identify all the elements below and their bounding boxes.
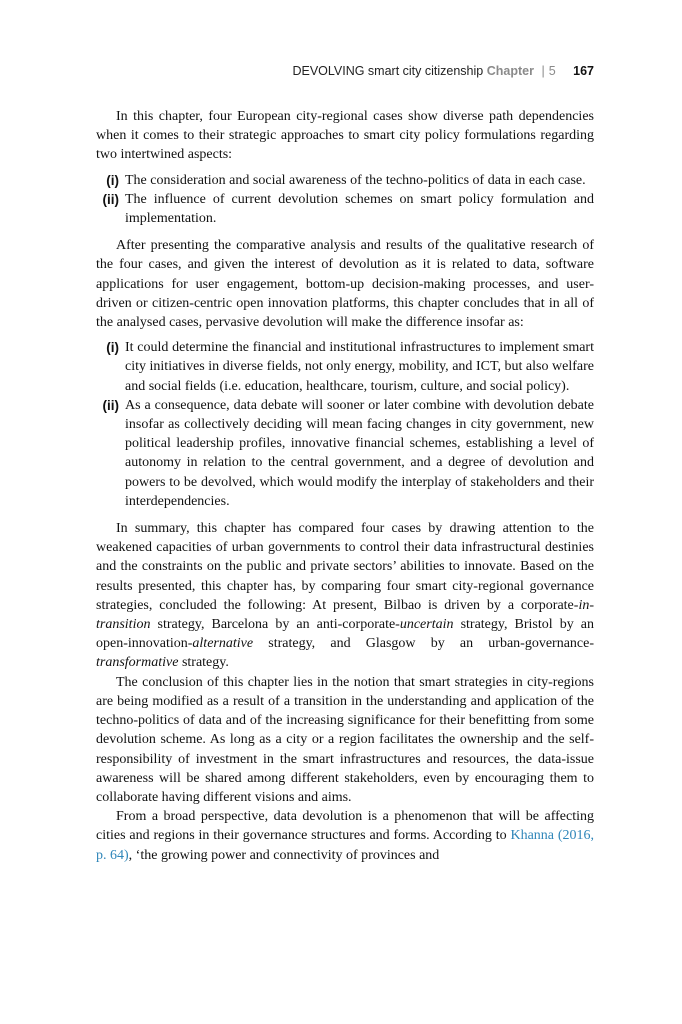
- list-marker: (i): [106, 172, 119, 188]
- emphasis-alternative: alternative: [192, 636, 254, 652]
- paragraph-analysis: After presenting the comparative analysis and results of the qualitative research of the four cases, and given the interest of devolution as it is related to data, software applications for user engagement, bottom-up decision-making processes, and user-driven or citizen-centric open innovation platforms, this chapter concludes that in all of the analysed cases, pervasive devolution will make the difference insofar as:: [96, 238, 594, 331]
- list-item-text: The influence of current devolution schemes on smart policy formulation and implementation.: [125, 191, 594, 227]
- citation-link-khanna[interactable]: Khanna (2016, p. 64): [96, 828, 595, 863]
- list-item-text: The consideration and social awareness of the techno-politics of data in each case.: [125, 172, 586, 188]
- list-item: [96, 190, 594, 228]
- chapter-label: Chapter: [486, 64, 534, 78]
- paragraph-perspective: From a broad perspective, data devolution is a phenomenon that will be affecting cities and regions in their governance structures and forms. According to Khanna (2016, p. 64), ‘the growing power and connectivity of provinces and: [96, 809, 595, 863]
- aspects-list: [96, 171, 594, 229]
- chapter-number: 5: [548, 64, 556, 78]
- list-item: [96, 171, 594, 190]
- list-marker: (i): [106, 340, 119, 356]
- header-separator: |: [541, 64, 545, 78]
- page-number: 167: [573, 64, 594, 78]
- emphasis-uncertain: uncertain: [399, 617, 454, 633]
- devolution-list: [96, 338, 594, 511]
- list-marker: (ii): [102, 191, 119, 207]
- list-item-text: It could determine the financial and institutional infrastructures to implement smart city initiatives in diverse fields, not only energy, mobility, and ICT, but also welfare and social fields (i.e. education, healthcare, tourism, culture, and social policy).: [125, 340, 594, 394]
- paragraph-intro: In this chapter, four European city-regional cases show diverse path dependencies when it comes to their strategic approaches to smart city policy formulations regarding two intertwined aspects:: [96, 109, 594, 163]
- list-item-text: As a consequence, data debate will sooner or later combine with devolution debate insofar as collectively deciding will mean facing changes in city government, new political leadership profiles, innovative financial schemes, establishing a level of autonomy in relation to the central government, and a degree of devolution and powers to be devolved, which would modify the interplay of stakeholders and their interdependencies.: [125, 397, 594, 509]
- list-marker: (ii): [102, 397, 119, 413]
- body-text: [96, 107, 594, 865]
- paragraph-summary: In summary, this chapter has compared four cases by drawing attention to the weakened capacities of urban governments to control their data infrastructural destinies and the constraints on the public and private sectors’ abilities to innovate. Based on the results presented, this chapter has, by comparing four smart city-regional governance strategies, concluded the following: At present, Bilbao is driven by a corporate-in-transition strategy, Barcelona by an anti-corporate-uncertain strategy, Bristol by an open-innovation-alternative strategy, and Glasgow by an urban-governance-transformative strategy.: [96, 521, 594, 671]
- list-item: [96, 396, 594, 511]
- running-header: [96, 63, 594, 79]
- emphasis-transformative: transformative: [96, 655, 179, 671]
- paragraph-conclusion: The conclusion of this chapter lies in the notion that smart strategies in city-regions are being modified as a result of a transition in the understanding and application of the techno-politics of data and of the increasing significance for their benefitting from some devolution scheme. As long as a city or a region facilitates the ownership and the self-responsibility of investment in the smart infrastructures and resources, the data-issue awareness will be shared among different stakeholders, even by encouraging them to collaborate having different visions and aims.: [96, 674, 594, 805]
- emphasis-in-transition: in-transition: [96, 597, 594, 633]
- list-item: [96, 338, 594, 396]
- running-title: DEVOLVING smart city citizenship: [292, 64, 484, 78]
